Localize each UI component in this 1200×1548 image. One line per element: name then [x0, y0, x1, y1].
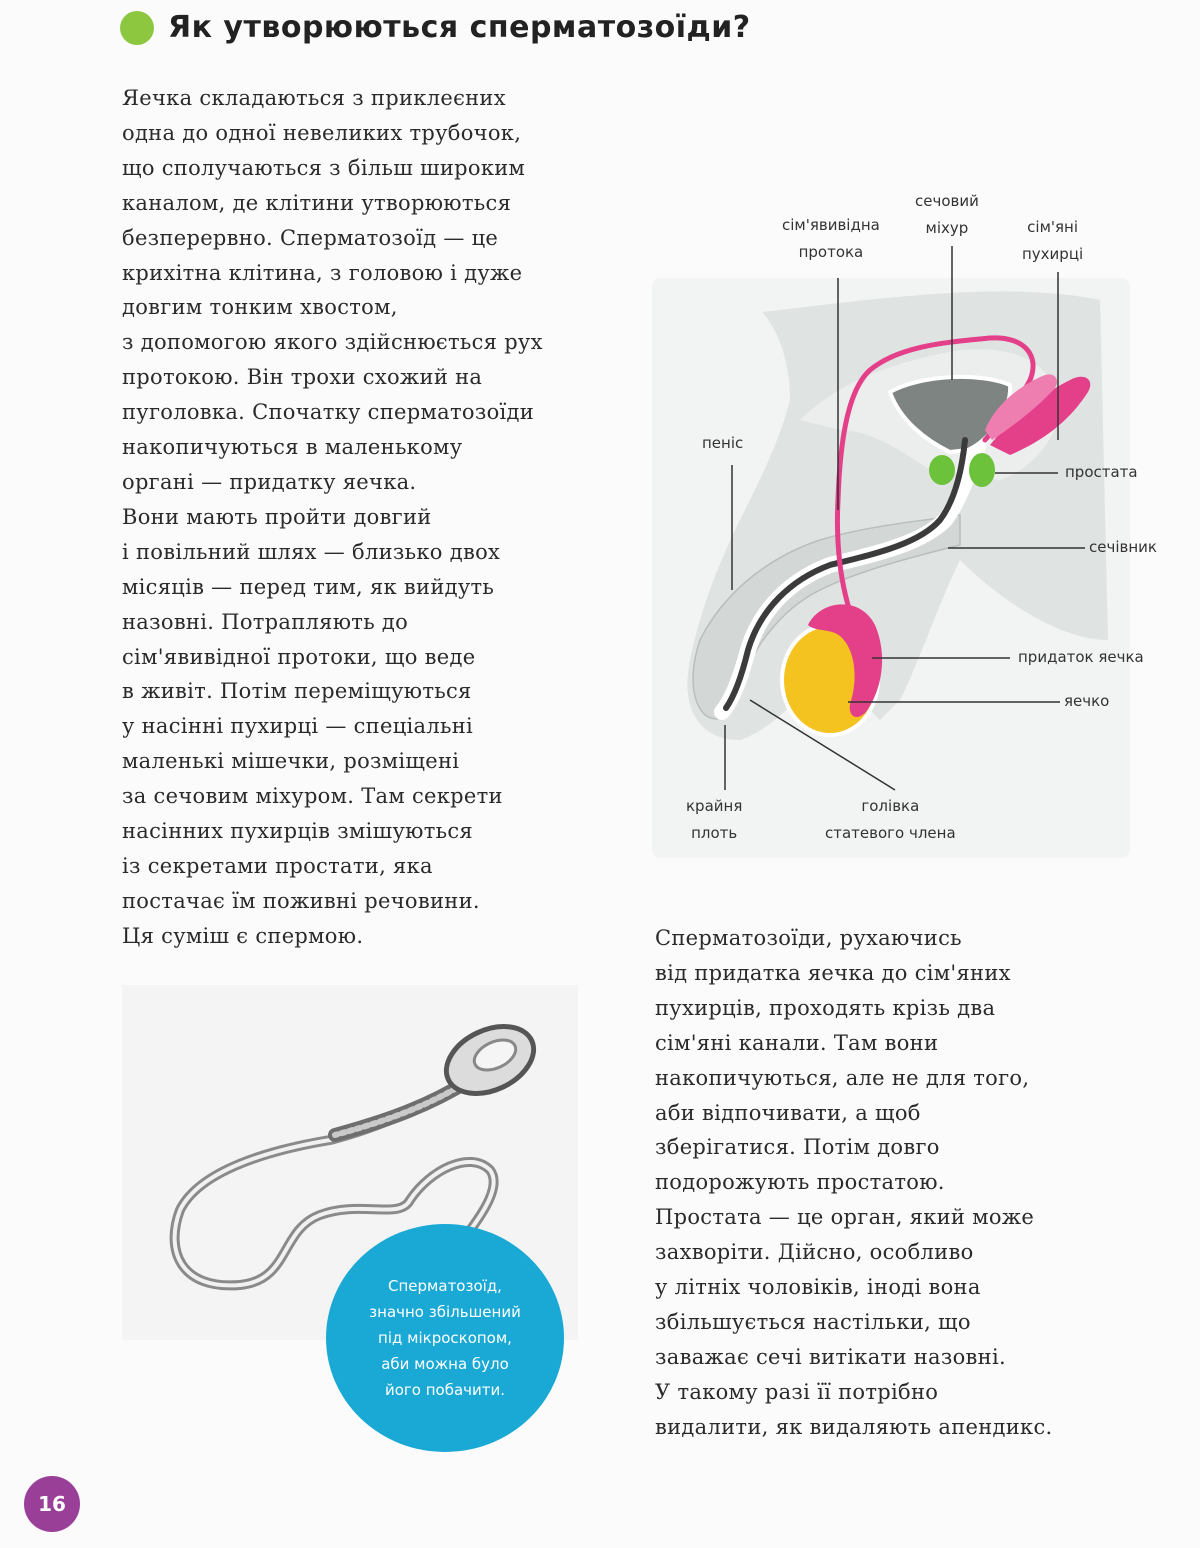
text-line: що сполучаються з більш широким — [122, 155, 526, 180]
text-line: крихітна клітина, з головою і дуже — [122, 260, 523, 285]
label-line: пухирці — [1022, 245, 1084, 263]
sperm-callout — [326, 1224, 564, 1452]
text-line: пуголовка. Спочатку сперматозоїди — [122, 400, 535, 425]
text-line: збільшується настільки, що — [655, 1309, 971, 1334]
label-line: плоть — [691, 824, 738, 842]
text-line: у насінні пухирці — спеціальні — [122, 714, 474, 739]
label-line: простата — [1065, 463, 1138, 481]
text-line: насінних пухирців змішуються — [122, 819, 473, 844]
text-line: каналом, де клітини утворюються — [122, 190, 512, 215]
label-line: пеніс — [702, 434, 744, 452]
text-line: довгим тонким хвостом, — [122, 295, 398, 320]
text-line: місяців — перед тим, як вийдуть — [122, 574, 495, 599]
text-line: Яечка складаються з приклеєних — [122, 86, 506, 110]
text-line: за сечовим міхуром. Там секрети — [122, 784, 503, 809]
text-line: і повільний шлях — близько двох — [122, 539, 501, 564]
text-line: протокою. Він трохи схожий на — [122, 365, 483, 390]
text-line: заважає сечі витікати назовні. — [655, 1344, 1006, 1369]
text-line: захворіти. Дійсно, особливо — [655, 1240, 974, 1265]
text-line: назовні. Потрапляють до — [122, 609, 409, 634]
text-line: в живіт. Потім переміщуються — [122, 679, 472, 704]
label-line: сечівник — [1089, 538, 1157, 556]
label-line: міхур — [925, 219, 969, 237]
label-line: сечовий — [915, 192, 979, 210]
text-line: одна до одної невеликих трубочок, — [122, 120, 522, 145]
text-line: постачає їм поживні речовини. — [122, 888, 480, 913]
text-line: з допомогою якого здійснюється рух — [122, 330, 543, 355]
text-line: Ця суміш є спермою. — [122, 923, 364, 948]
text-line: Сперматозоїди, рухаючись — [655, 926, 962, 950]
text-line: зберігатися. Потім довго — [655, 1135, 940, 1160]
callout-line: значно збільшений — [369, 1303, 521, 1321]
label-line: статевого члена — [825, 824, 956, 842]
text-line: У такому разі її потрібно — [655, 1379, 939, 1404]
text-line: сім'яні канали. Там вони — [655, 1030, 939, 1055]
text-line: безперервно. Сперматозоїд — це — [122, 225, 499, 250]
text-line: пухирців, проходять крізь два — [655, 995, 996, 1020]
text-line: органі — придатку яечка. — [122, 469, 417, 494]
text-line: маленькі мішечки, розміщені — [122, 749, 460, 774]
callout-line: його побачити. — [384, 1381, 506, 1399]
label-line: голівка — [861, 797, 920, 815]
label-line: сім'явивідна — [782, 216, 880, 234]
label-line: сім'яні — [1027, 218, 1079, 236]
text-line: сім'явивідної протоки, що веде — [122, 644, 476, 669]
text-line: із секретами простати, яка — [122, 853, 433, 878]
text-line: аби відпочивати, а щоб — [655, 1100, 921, 1125]
callout-line: під мікроскопом, — [378, 1329, 512, 1347]
text-line: Вони мають пройти довгий — [122, 504, 432, 529]
label-line: крайня — [686, 797, 743, 815]
text-line: видалити, як видаляють апендикс. — [655, 1414, 1053, 1439]
label-line: яечко — [1064, 692, 1110, 710]
callout-line: аби можна було — [381, 1355, 509, 1373]
text-line: від придатка яечка до сім'яних — [655, 960, 1011, 985]
label-line: протока — [798, 243, 864, 261]
page-number: 16 — [24, 1476, 80, 1532]
text-line: накопичуються в маленькому — [122, 435, 463, 460]
label-line: придаток яечка — [1018, 648, 1144, 666]
text-line: подорожують простатою. — [655, 1170, 945, 1195]
page-title: Як утворюються сперматозоїди? — [168, 10, 751, 45]
text-line: у літніх чоловіків, іноді вона — [655, 1275, 981, 1300]
text-line: накопичуються, але не для того, — [655, 1065, 1030, 1090]
text-line: Простата — це орган, який може — [655, 1205, 1035, 1230]
callout-line: Сперматозоїд, — [388, 1277, 502, 1295]
